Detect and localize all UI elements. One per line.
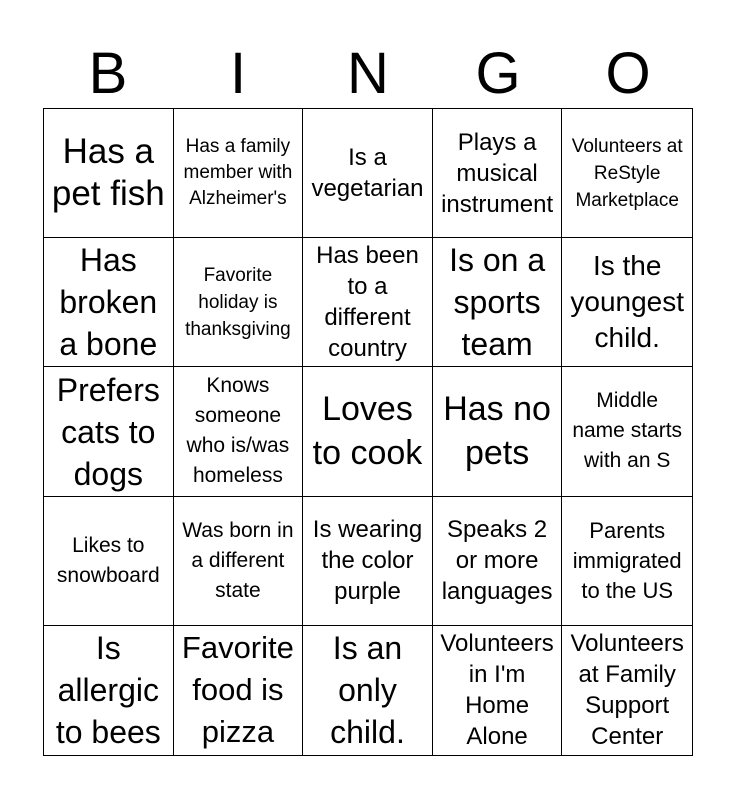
- bingo-cell: [44, 497, 174, 626]
- cell-text: Has been to a different country: [316, 242, 419, 363]
- cell-text: Volunteers at ReStyle Marketplace: [571, 135, 683, 211]
- cell-text: Plays a musical instrument: [441, 128, 554, 218]
- header-letter-i: I: [229, 41, 247, 106]
- cell-text: Volunteers at Family Support Center: [570, 630, 684, 751]
- cell-text: Likes to snowboard: [56, 533, 160, 587]
- bingo-cell: [174, 238, 304, 367]
- cell-text: Favorite holiday is thanksgiving: [185, 264, 291, 340]
- cell-text: Was born in a different state: [182, 518, 294, 602]
- bingo-cell: [44, 109, 174, 238]
- cell-text: Middle name starts with an S: [572, 389, 683, 473]
- header-letter-o: O: [605, 41, 651, 106]
- cell-text: Has a pet fish: [51, 132, 165, 214]
- bingo-cell: [303, 497, 433, 626]
- cell-text: Is on a sports team: [449, 242, 546, 363]
- bingo-cell: [303, 626, 433, 755]
- bingo-cell: [174, 626, 304, 755]
- bingo-cell: [433, 367, 563, 496]
- bingo-cell: [562, 109, 692, 238]
- cell-text: Speaks 2 or more languages: [441, 516, 553, 606]
- cell-text: Has a family member with Alzheimer's: [183, 136, 293, 210]
- bingo-cell: [433, 238, 563, 367]
- header-letter-n: N: [347, 41, 389, 106]
- cell-text: Knows someone who is/was homeless: [186, 374, 290, 488]
- cell-text: Is allergic to bees: [55, 630, 161, 751]
- bingo-board: [43, 108, 693, 756]
- bingo-cell: [174, 497, 304, 626]
- header-letter-g: G: [475, 41, 521, 106]
- cell-text: Favorite food is pizza: [181, 630, 294, 750]
- cell-text: Volunteers in I'm Home Alone: [440, 630, 554, 751]
- bingo-cell: [433, 109, 563, 238]
- bingo-cell: [562, 367, 692, 496]
- cell-text: Parents immigrated to the US: [572, 517, 682, 603]
- cell-text: Has no pets: [443, 390, 551, 473]
- bingo-cell: [303, 367, 433, 496]
- cell-text: Is a vegetarian: [311, 144, 424, 203]
- bingo-cell: [303, 238, 433, 367]
- bingo-cell: [174, 109, 304, 238]
- bingo-cell: [303, 109, 433, 238]
- cell-text: Loves to cook: [312, 390, 423, 473]
- bingo-cell: [562, 626, 692, 755]
- cell-text: Has broken a bone: [59, 242, 158, 363]
- header-letter-b: B: [88, 41, 128, 106]
- bingo-cell: [44, 238, 174, 367]
- bingo-cell: [562, 238, 692, 367]
- cell-text: Is an only child.: [330, 630, 405, 751]
- bingo-cell: [44, 626, 174, 755]
- bingo-header: [43, 40, 693, 108]
- bingo-cell: [433, 497, 563, 626]
- cell-text: Is the youngest child.: [570, 250, 685, 354]
- cell-text: Prefers cats to dogs: [56, 371, 160, 492]
- bingo-cell: [44, 367, 174, 496]
- bingo-cell: [433, 626, 563, 755]
- bingo-cell: [174, 367, 304, 496]
- bingo-cell: [562, 497, 692, 626]
- cell-text: Is wearing the color purple: [312, 516, 423, 606]
